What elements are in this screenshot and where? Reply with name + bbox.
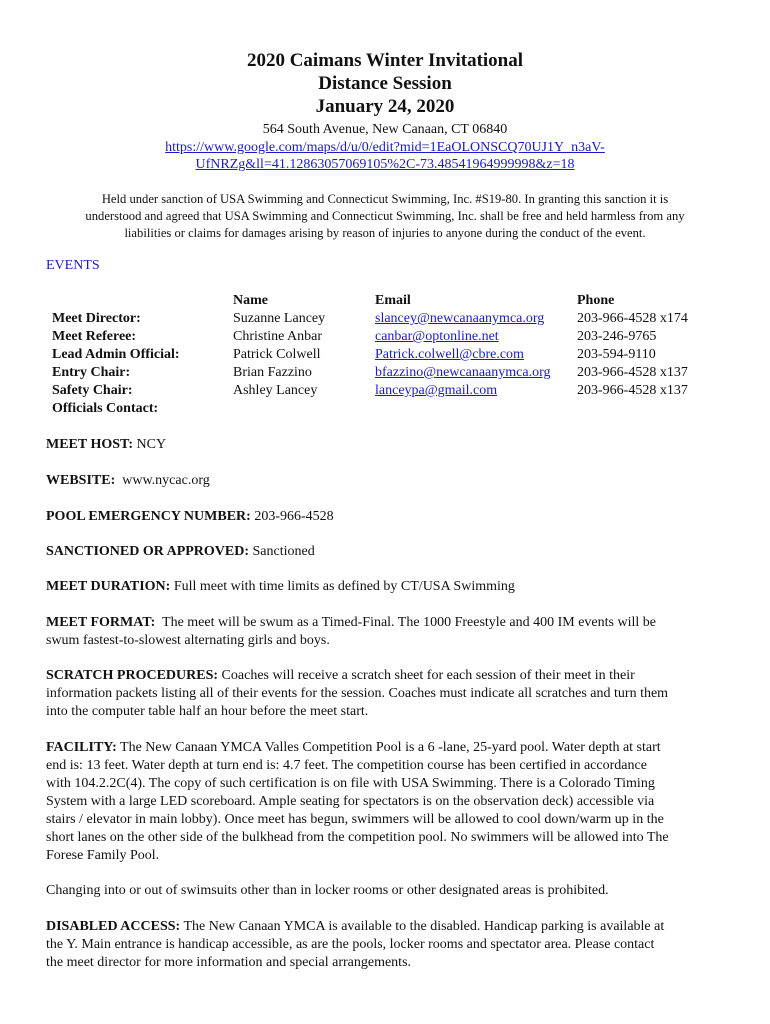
sanction-line3: liabilities or claims for damages arising by reason of injuries to anyone during the conduct of the event. [124,226,646,240]
contact-names-column [233,292,325,400]
meet-host [46,436,726,454]
website [46,472,726,490]
meet-host-value: NCY [133,437,167,452]
disabled-value-line1: The New Canaan YMCA is available to the disabled. Handicap parking is available at [180,919,665,934]
disabled-value-line2: the Y. Main entrance is handicap accessible, as are the pools, locker rooms and spectator area. Please contact [46,937,655,952]
meet-format [46,614,726,650]
duration-value: Full meet with time limits as defined by CT/USA Swimming [170,579,515,594]
facility-value-line4: System with a large LED scoreboard. Ample seating for spectators is on the observation deck) accessible via [46,794,655,809]
sanction-line2: understood and agreed that USA Swimming and Connecticut Swimming, Inc. shall be free and held harmless from any [85,209,685,223]
contact-name: Suzanne Lancey [233,311,326,326]
contact-phone: 203-966-4528 x137 [577,365,688,380]
duration-label: MEET DURATION: [46,579,171,594]
sanction-line1: Held under sanction of USA Swimming and Connecticut Swimming, Inc. #S19-80. In granting this sanction it is [101,192,669,206]
email-link[interactable]: lanceypa@gmail.com [375,383,498,398]
contact-name: Ashley Lancey [233,383,318,398]
facility-value-line1: The New Canaan YMCA Valles Competition Pool is a 6 -lane, 25-yard pool. Water depth at start [116,740,661,755]
pool-emergency-label: POOL EMERGENCY NUMBER: [46,509,251,524]
scratch-value-line2: information packets listing all of their events for the session. Coaches must indicate all scratches and turn them [46,686,669,701]
contact-phone: 203-594-9110 [577,347,656,362]
scratch-procedures [46,667,726,721]
email-link[interactable]: canbar@optonline.net [375,329,499,344]
facility-value-line7: Forese Family Pool. [46,848,160,863]
name-header: Name [233,293,268,308]
contact-emails-column [375,292,551,400]
doc-title-line3: January 24, 2020 [315,96,455,117]
facility-value-line3: with 104.2.2C(4). The copy of such certification is on file with USA Swimming. There is a Colorado Timing [46,776,655,791]
map-link-line2[interactable]: UfNRZg&ll=41.12863057069105%2C-73.48541964999998&z=18 [195,157,575,172]
contact-name: Brian Fazzino [233,365,312,380]
meet-duration [46,578,726,596]
facility-value-line2: end is: 13 feet. Water depth at turn end is: 4.7 feet. The competition course has been certified in accordance [46,758,647,773]
disabled-access [46,918,726,972]
facility-value-line5: stairs / elevator in main lobby). Once meet has begun, swimmers will be allowed to cool down/warm up in the [46,812,664,827]
role-officials-contact: Officials Contact: [52,401,159,416]
changing-policy: Changing into or out of swimsuits other than in locker rooms or other designated areas is prohibited. [46,883,609,898]
email-link[interactable]: bfazzino@newcanaanymca.org [375,365,551,380]
role-safety-chair: Safety Chair: [52,383,133,398]
doc-title-line2: Distance Session [318,73,452,94]
sanctioned-value: Sanctioned [249,544,315,559]
role-meet-referee: Meet Referee: [52,329,137,344]
website-value: www.nycac.org [115,473,210,488]
doc-title-line1: 2020 Caimans Winter Invitational [246,50,524,71]
format-value-line2: swum fastest-to-slowest alternating girls and boys. [46,633,330,648]
contact-phones-column [577,292,688,400]
contact-roles-column [52,310,180,418]
facility [46,739,726,865]
contact-name: Patrick Colwell [233,347,321,362]
role-entry-chair: Entry Chair: [52,365,131,380]
scratch-value-line1: Coaches will receive a scratch sheet for each session of their meet in their [218,668,635,683]
pool-emergency-value: 203-966-4528 [250,509,334,524]
facility-value-line6: short lanes on the other side of the bulkhead from the competition pool. No swimmers will be allowed into The [46,830,669,845]
map-link-line1[interactable]: https://www.google.com/maps/d/u/0/edit?mid=1EaOLONSCQ70UJ1Y_n3aV- [165,140,605,155]
contact-name: Christine Anbar [233,329,323,344]
website-label: WEBSITE: [46,473,116,488]
facility-label: FACILITY: [46,740,117,755]
meet-host-label: MEET HOST: [46,437,134,452]
format-label: MEET FORMAT: [46,615,156,630]
contact-phone: 203-966-4528 x137 [577,383,688,398]
scratch-label: SCRATCH PROCEDURES: [46,668,219,683]
events-link[interactable]: EVENTS [46,258,100,273]
address: 564 South Avenue, New Canaan, CT 06840 [262,122,508,137]
sanctioned-approved [46,543,726,561]
phone-header: Phone [577,293,615,308]
pool-emergency [46,508,726,526]
disabled-value-line3: the meet director for more information and special arrangements. [46,955,412,970]
contact-phone: 203-966-4528 x174 [577,311,688,326]
role-meet-director: Meet Director: [52,311,141,326]
scratch-value-line3: into the computer table half an hour before the meet start. [46,704,369,719]
sanctioned-label: SANCTIONED OR APPROVED: [46,544,250,559]
role-lead-admin: Lead Admin Official: [52,347,180,362]
email-link[interactable]: Patrick.colwell@cbre.com [375,347,524,362]
email-link[interactable]: slancey@newcanaanymca.org [375,311,545,326]
disabled-label: DISABLED ACCESS: [46,919,181,934]
contact-phone: 203-246-9765 [577,329,657,344]
email-header: Email [375,293,411,308]
format-value-line1: The meet will be swum as a Timed-Final. The 1000 Freestyle and 400 IM events will be [155,615,656,630]
